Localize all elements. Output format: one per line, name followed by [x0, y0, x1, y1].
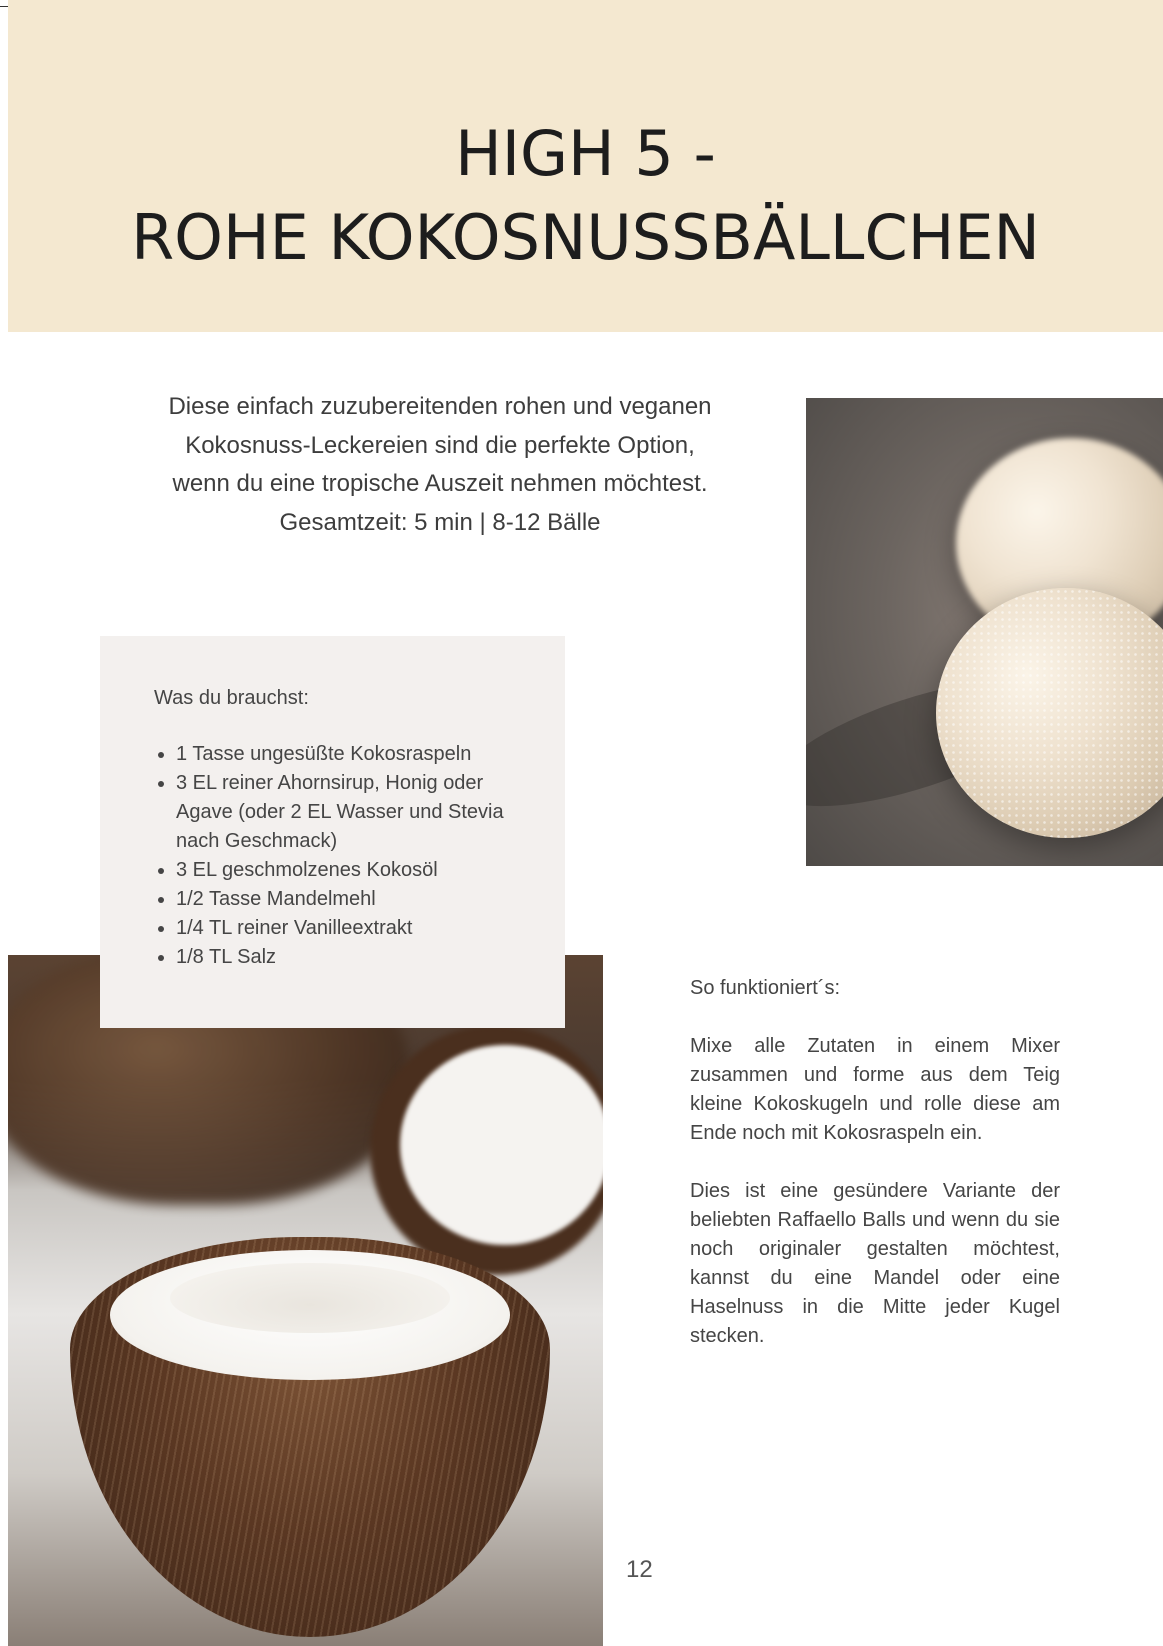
halved-coconut-photo	[8, 955, 603, 1646]
coconut-balls-photo	[806, 398, 1163, 866]
intro-line: wenn du eine tropische Auszeit nehmen möchtest.	[172, 470, 708, 497]
method-heading: So funktioniert´s:	[690, 977, 841, 999]
intro-line: Kokosnuss-Leckereien sind die perfekte Option,	[185, 431, 695, 459]
intro-line: Diese einfach zuzubereitenden rohen und veganen	[168, 393, 712, 420]
intro-text	[120, 388, 760, 542]
ingredient-item: • 1/2 Tasse Mandelmehl	[176, 885, 535, 914]
ingredients-heading: Was du brauchst:	[154, 687, 309, 709]
method-paragraph: Mixe alle Zutaten in einem Mixer zusammen und forme aus dem Teig kleine Kokoskugeln und rolle diese am Ende noch mit Kokosraspeln ein.	[690, 1035, 1060, 1144]
method-paragraph: Dies ist eine gesündere Variante der beliebten Raffaello Balls und wenn du sie noch originaler gestalten möchtest, kannst du eine Mandel oder eine Haselnuss in die Mitte jeder Kugel stecken.	[690, 1180, 1060, 1347]
page-number: 12	[626, 1556, 653, 1583]
ingredient-item: • 3 EL geschmolzenes Kokosöl	[176, 856, 535, 885]
title-line-2: ROHE KOKOSNUSSBÄLLCHEN	[131, 201, 1040, 274]
page-title	[8, 112, 1163, 280]
intro-time-yield: Gesamtzeit: 5 min | 8-12 Bälle	[279, 508, 601, 536]
ingredient-item: • 3 EL reiner Ahornsirup, Honig oder Agave (oder 2 EL Wasser und Stevia nach Geschmack)	[176, 769, 535, 856]
method-section	[690, 974, 1060, 1380]
ingredient-item: • 1 Tasse ungesüßte Kokosraspeln	[176, 740, 535, 769]
title-line-1: HIGH 5 -	[455, 117, 716, 190]
ingredients-box	[100, 636, 565, 1028]
ingredient-item: • 1/4 TL reiner Vanilleextrakt	[176, 914, 535, 943]
ingredients-list	[154, 740, 535, 972]
coconut-ball-front	[936, 588, 1163, 838]
title-banner	[8, 0, 1163, 332]
back-coconut-meat	[400, 1045, 603, 1245]
ingredient-item: • 1/8 TL Salz	[176, 943, 535, 972]
front-coconut-hollow	[170, 1263, 450, 1333]
